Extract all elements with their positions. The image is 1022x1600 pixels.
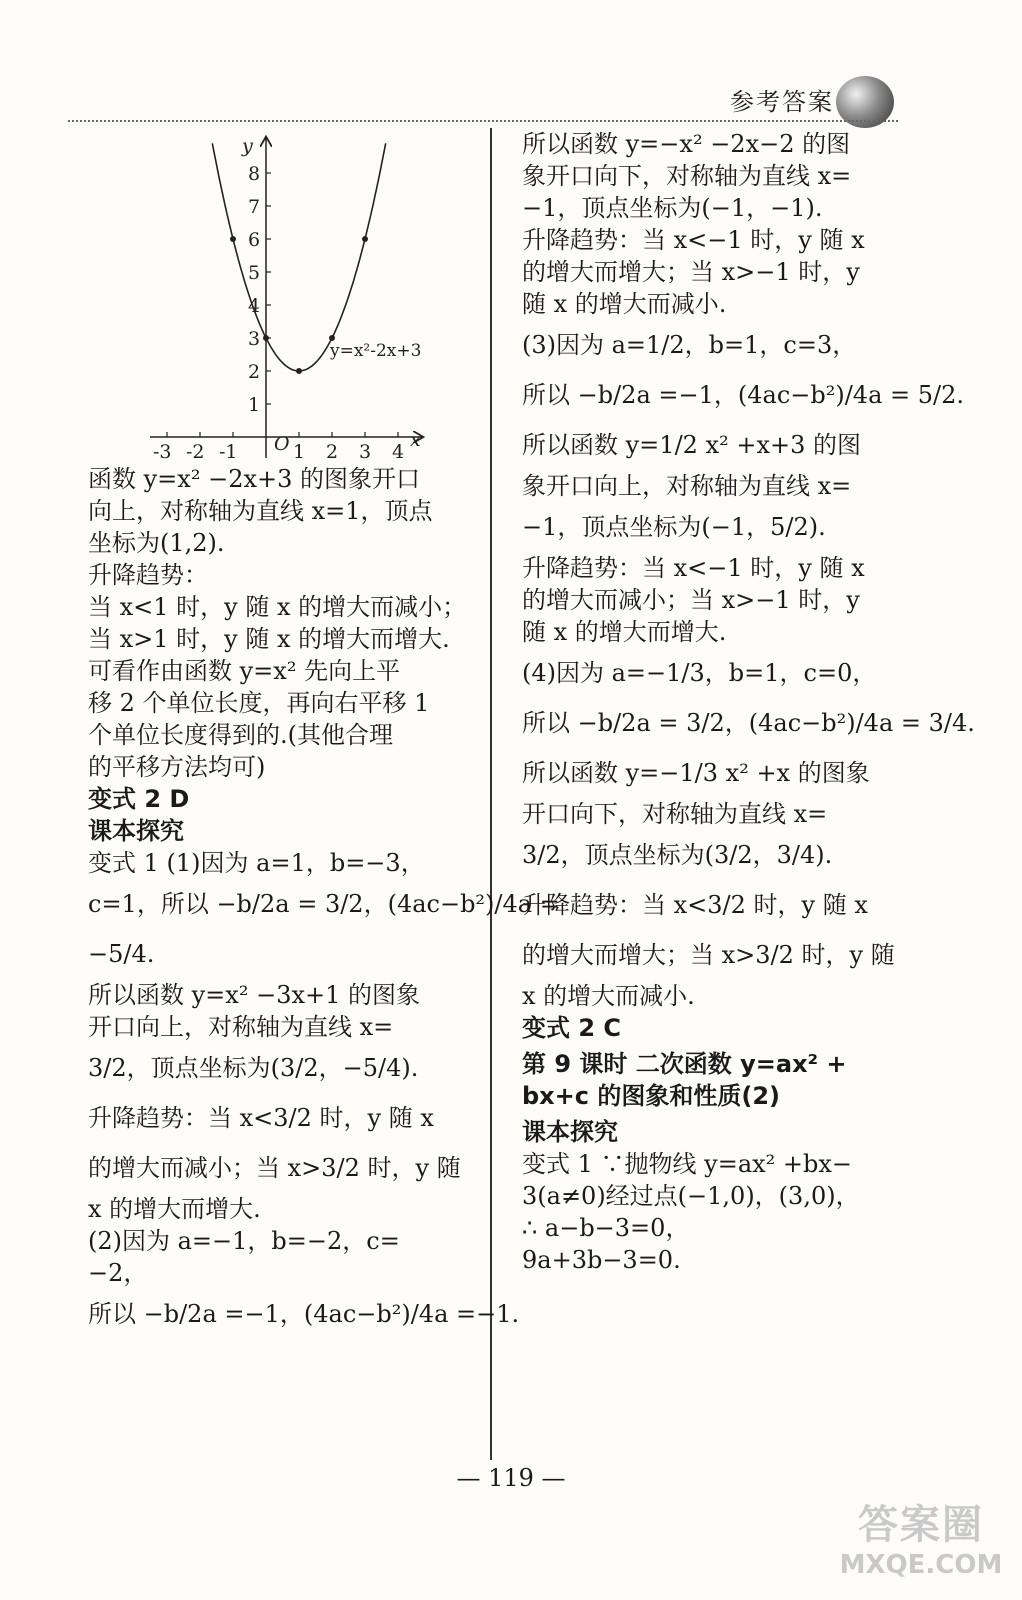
watermark-logo: 答案圈: [858, 1502, 984, 1548]
text-line: 的增大而减小；当 x>−1 时，y: [522, 586, 860, 614]
text-line: ∴ a−b−3=0，: [522, 1214, 690, 1242]
formula-line: 所以 −b/2a =−1，(4ac−b²)/4a = 5/2.: [522, 381, 965, 409]
text-line: x 的增大而增大.: [88, 1195, 261, 1223]
text-line: 当 x>1 时，y 随 x 的增大而增大.: [88, 625, 450, 653]
formula-line: 所以函数 y=1/2 x² +x+3 的图: [522, 431, 861, 459]
text-line: 的增大而增大；当 x>−1 时，y: [522, 258, 860, 286]
text-line: 3(a≠0)经过点(−1,0)，(3,0)，: [522, 1182, 860, 1210]
x-tick-label: 4: [392, 441, 405, 463]
x-tick-label: -1: [219, 441, 238, 463]
text-line: 升降趋势：: [88, 561, 208, 589]
text-line: 所以函数 y=x² −3x+1 的图象: [88, 981, 421, 1009]
lesson-title-cont: bx+c 的图象和性质(2): [522, 1082, 780, 1110]
formula-line: 所以函数 y=−1/3 x² +x 的图象: [522, 759, 870, 787]
formula-line: 的增大而增大；当 x>3/2 时，y 随: [522, 941, 895, 969]
lesson-title: 第 9 课时 二次函数 y=ax² +: [522, 1050, 847, 1078]
graph-spacer: [88, 128, 483, 463]
x-tick-label: -3: [153, 441, 172, 463]
text-line: 所以函数 y=−x² −2x−2 的图: [522, 130, 851, 158]
text-line: 随 x 的增大而增大.: [522, 618, 727, 646]
x-tick-label: 3: [359, 441, 372, 463]
text-line: 象开口向下，对称轴为直线 x=: [522, 162, 852, 190]
watermark: [836, 1500, 1006, 1590]
left-column: [88, 128, 560, 1339]
x-axis-label: x: [410, 429, 421, 451]
text-line: 可看作由函数 y=x² 先向上平: [88, 657, 401, 685]
text-line: (2)因为 a=−1，b=−2，c=: [88, 1227, 400, 1255]
formula-line: 3/2，顶点坐标为(3/2，3/4).: [522, 841, 833, 869]
x-tick-label: 1: [293, 441, 306, 463]
formula-line: −1，顶点坐标为(−1，5/2).: [522, 513, 826, 541]
header-divider: [68, 120, 898, 122]
formula-line: 所以 −b/2a =−1，(4ac−b²)/4a =−1.: [88, 1300, 520, 1328]
y-tick-label: 5: [248, 262, 261, 284]
text-line: 随 x 的增大而减小.: [522, 290, 727, 318]
text-line: 9a+3b−3=0.: [522, 1246, 681, 1274]
text-line: 移 2 个单位长度，再向右平移 1: [88, 689, 430, 717]
text-line: 开口向下，对称轴为直线 x=: [522, 800, 828, 828]
text-line: 象开口向上，对称轴为直线 x=: [522, 472, 852, 500]
y-tick-label: 4: [248, 295, 261, 317]
formula-line: (4)因为 a=−1/3，b=1，c=0，: [522, 659, 877, 687]
section-heading: 课本探究: [88, 817, 184, 845]
y-tick-label: 7: [248, 196, 261, 218]
right-column: [522, 128, 975, 1276]
text-line: 的平移方法均可): [88, 753, 266, 781]
y-tick-label: 2: [248, 361, 261, 383]
section-heading: 课本探究: [522, 1118, 618, 1146]
text-line: 升降趋势：当 x<−1 时，y 随 x: [522, 554, 865, 582]
formula-line: 升降趋势：当 x<3/2 时，y 随 x: [88, 1104, 434, 1132]
watermark-url: MXQE.COM: [839, 1550, 1003, 1580]
y-tick-label: 6: [248, 229, 261, 251]
x-tick-label: 2: [326, 441, 339, 463]
text-line: 坐标为(1,2).: [88, 529, 225, 557]
variant-answer: 变式 2 D: [88, 785, 190, 813]
text-line: 变式 1 (1)因为 a=1，b=−3，: [88, 849, 425, 877]
page-number: — 119 —: [456, 1464, 566, 1492]
formula-line: (3)因为 a=1/2，b=1，c=3，: [522, 331, 857, 359]
text-line: 开口向上，对称轴为直线 x=: [88, 1013, 394, 1041]
variant-answer: 变式 2 C: [522, 1014, 622, 1042]
text-line: x 的增大而减小.: [522, 982, 695, 1010]
y-axis-label: y: [242, 135, 253, 157]
formula-line: 所以 −b/2a = 3/2，(4ac−b²)/4a = 3/4.: [522, 709, 975, 737]
x-tick-label: -2: [186, 441, 205, 463]
text-line: 个单位长度得到的.(其他合理: [88, 721, 393, 749]
text-line: 变式 1 ∵抛物线 y=ax² +bx−: [522, 1150, 853, 1178]
text-line: 升降趋势：当 x<−1 时，y 随 x: [522, 226, 865, 254]
formula-line: c=1，所以 −b/2a = 3/2，(4ac−b²)/4a =: [88, 890, 560, 918]
formula-line: −5/4.: [88, 940, 155, 968]
text-line: 向上，对称轴为直线 x=1，顶点: [88, 497, 433, 525]
column-divider: [490, 128, 492, 1460]
header-title: 参考答案: [730, 88, 834, 116]
formula-line: 的增大而减小；当 x>3/2 时，y 随: [88, 1154, 461, 1182]
origin-label: O: [274, 433, 290, 455]
y-tick-label: 8: [248, 163, 261, 185]
y-tick-label: 3: [248, 328, 261, 350]
curve-label: y=x²-2x+3: [330, 341, 422, 361]
text-line: 当 x<1 时，y 随 x 的增大而减小；: [88, 593, 467, 621]
formula-line: 升降趋势：当 x<3/2 时，y 随 x: [522, 891, 868, 919]
text-line: 函数 y=x² −2x+3 的图象开口: [88, 465, 421, 493]
text-line: −1，顶点坐标为(−1，−1).: [522, 194, 823, 222]
text-line: −2，: [88, 1259, 148, 1287]
formula-line: 3/2，顶点坐标为(3/2，−5/4).: [88, 1054, 419, 1082]
y-tick-label: 1: [248, 394, 261, 416]
